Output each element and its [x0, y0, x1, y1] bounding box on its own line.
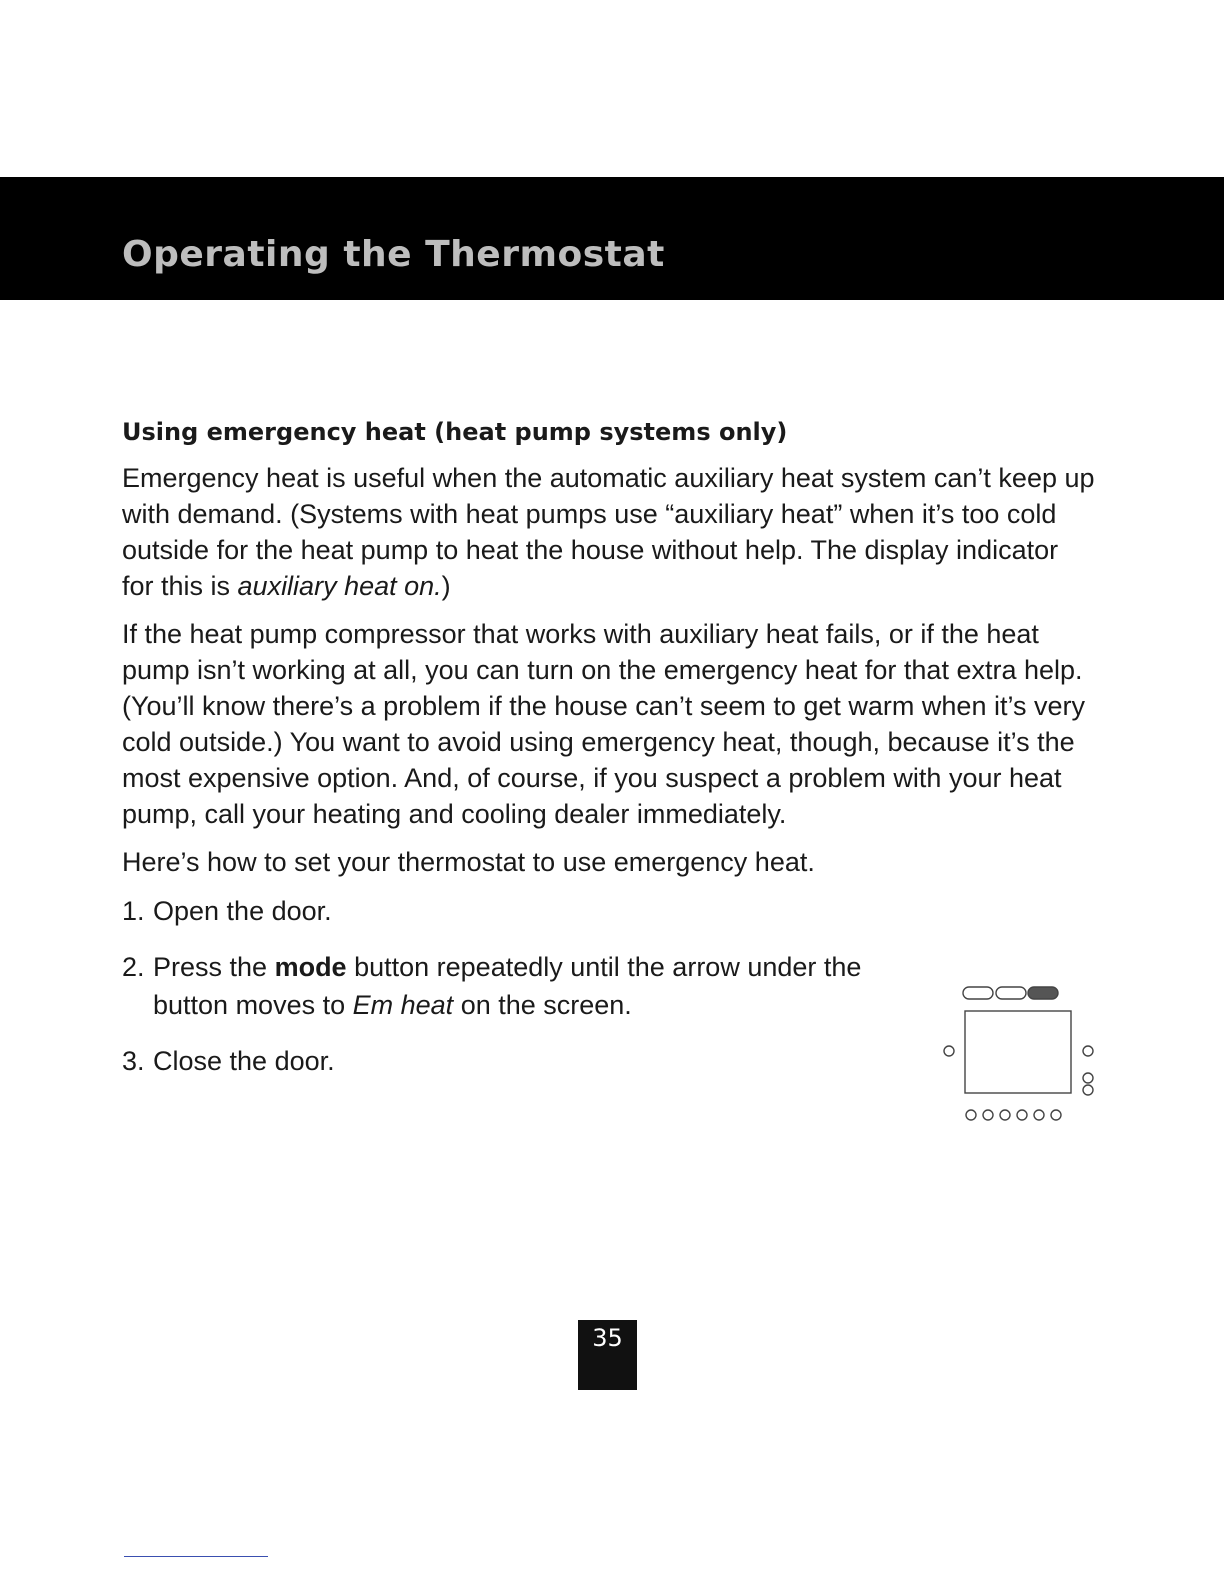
step-text-b: button repeatedly until the arrow under the button moves to	[153, 952, 862, 1020]
step-press-mode	[122, 948, 922, 1024]
step-number: 1.	[122, 896, 145, 926]
bottom-button-5	[1034, 1110, 1044, 1120]
step-text-c: on the screen.	[453, 990, 632, 1020]
right-button-2	[1083, 1073, 1093, 1083]
paragraph-intro-text: Emergency heat is useful when the automatic auxiliary heat system can’t keep up with demand. (Systems with heat pumps use “auxiliary heat” when it’s too cold outside for the heat pump to heat the house without help. The display indicator for this is	[122, 463, 1095, 601]
top-button-middle	[996, 987, 1026, 999]
right-button-1	[1083, 1046, 1093, 1056]
left-button	[944, 1046, 954, 1056]
step-em-heat-italic: Em heat	[352, 990, 454, 1020]
step-close-door	[122, 1042, 922, 1080]
step-text: Close the door.	[153, 1046, 335, 1076]
thermostat-diagram	[936, 978, 1106, 1128]
right-button-3	[1083, 1085, 1093, 1095]
steps-list	[122, 892, 922, 1080]
step-open-door	[122, 892, 922, 930]
top-button-active	[1028, 987, 1058, 999]
paragraph-intro	[122, 460, 1097, 604]
step-mode-bold: mode	[274, 952, 347, 982]
section-heading: Using emergency heat (heat pump systems only)	[122, 418, 788, 446]
paragraph-failure: If the heat pump compressor that works with auxiliary heat fails, or if the heat pump isn’t working at all, you can turn on the emergency heat for that extra help. (You’ll know there’s a problem if the house can’t seem to get warm when it’s very cold outside.) You want to avoid using emergency heat, though, because it’s the most expensive option. And, of course, if you suspect a problem with your heat pump, call your heating and cooling dealer immediately.	[122, 619, 1085, 829]
footer-rule	[124, 1556, 268, 1557]
paragraph-howto: Here’s how to set your thermostat to use emergency heat.	[122, 847, 815, 877]
bottom-button-1	[966, 1110, 976, 1120]
step-text-a: Press the	[153, 952, 275, 982]
bottom-button-6	[1051, 1110, 1061, 1120]
step-number: 3.	[122, 1046, 145, 1076]
top-button-left	[963, 987, 993, 999]
screen-frame	[965, 1011, 1071, 1093]
bottom-button-3	[1000, 1110, 1010, 1120]
paragraph-intro-end: )	[441, 571, 451, 601]
bottom-button-2	[983, 1110, 993, 1120]
step-number: 2.	[122, 952, 145, 982]
bottom-button-4	[1017, 1110, 1027, 1120]
step-text: Open the door.	[153, 896, 332, 926]
page-title: Operating the Thermostat	[122, 234, 665, 275]
page-number: 35	[578, 1320, 637, 1390]
paragraph-intro-italic: auxiliary heat on.	[237, 571, 442, 601]
